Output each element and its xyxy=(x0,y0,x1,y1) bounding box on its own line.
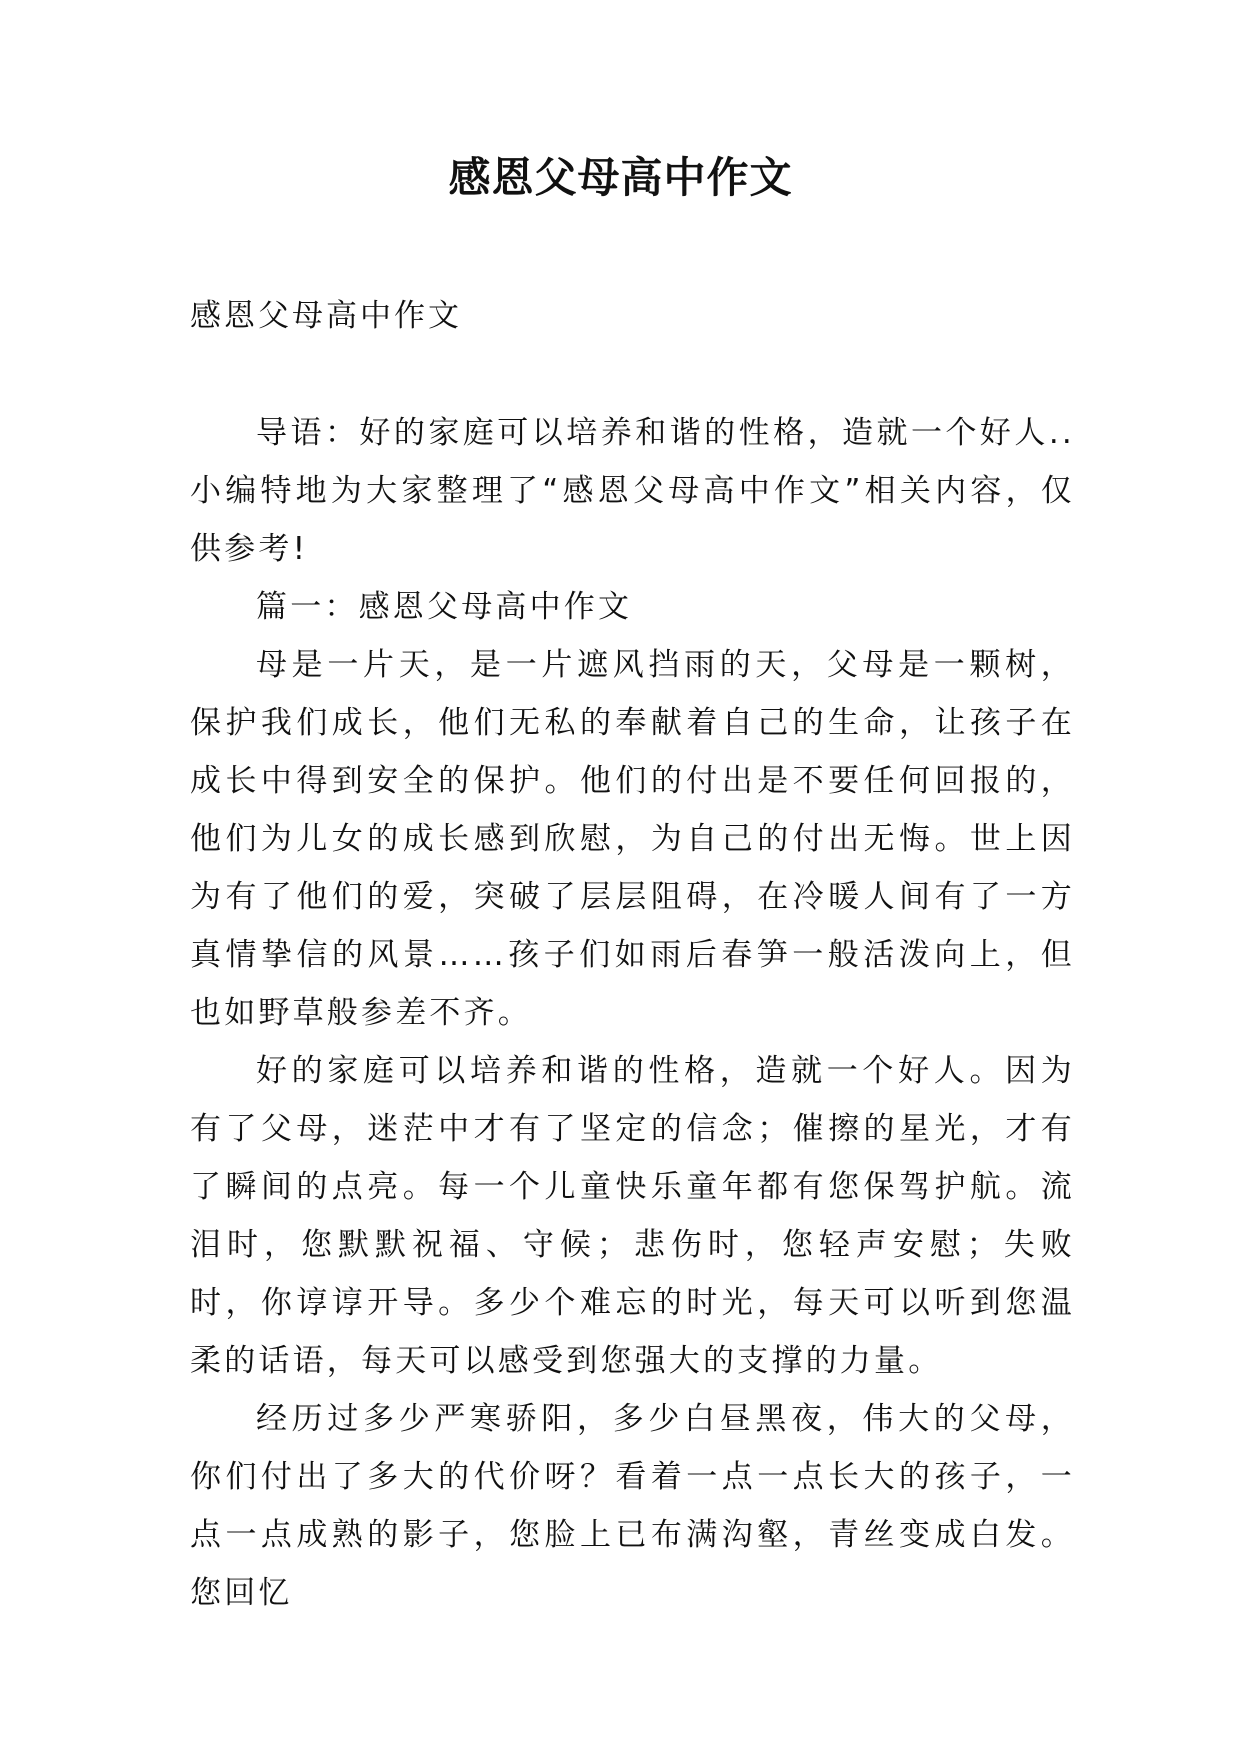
paragraph-2: 好的家庭可以培养和谐的性格，造就一个好人。因为有了父母，迷茫中才有了坚定的信念；催擦的星光，才有了瞬间的点亮。每一个儿童快乐童年都有您保驾护航。流泪时，您默默祝福、守候；悲伤时，您轻声安慰；失败时，你谆谆开导。多少个难忘的时光，每天可以听到您温柔的话语，每天可以感受到您强大的支撑的力量。 xyxy=(190,1053,1075,1379)
paragraph-1: 母是一片天，是一片遮风挡雨的天，父母是一颗树，保护我们成长，他们无私的奉献着自己的生命，让孩子在成长中得到安全的保护。他们的付出是不要任何回报的，他们为儿女的成长感到欣慰，为自己的付出无悔。世上因为有了他们的爱，突破了层层阻碍，在冷暖人间有了一方真情挚信的风景……孩子们如雨后春笋一般活泼向上，但也如野草般参差不齐。 xyxy=(190,647,1075,1031)
paragraph-intro: 导语：好的家庭可以培养和谐的性格，造就一个好人..小编特地为大家整理了“感恩父母高中作文”相关内容，仅供参考! xyxy=(190,415,1075,567)
document-body xyxy=(190,404,1075,1622)
document-subtitle: 感恩父母高中作文 xyxy=(190,298,462,334)
document-title: 感恩父母高中作文 xyxy=(448,153,793,202)
section-heading: 篇一：感恩父母高中作文 xyxy=(256,589,633,625)
paragraph-3: 经历过多少严寒骄阳，多少白昼黑夜，伟大的父母，你们付出了多大的代价呀？看着一点一点长大的孩子，一点一点成熟的影子，您脸上已布满沟壑，青丝变成白发。您回忆 xyxy=(190,1401,1075,1611)
